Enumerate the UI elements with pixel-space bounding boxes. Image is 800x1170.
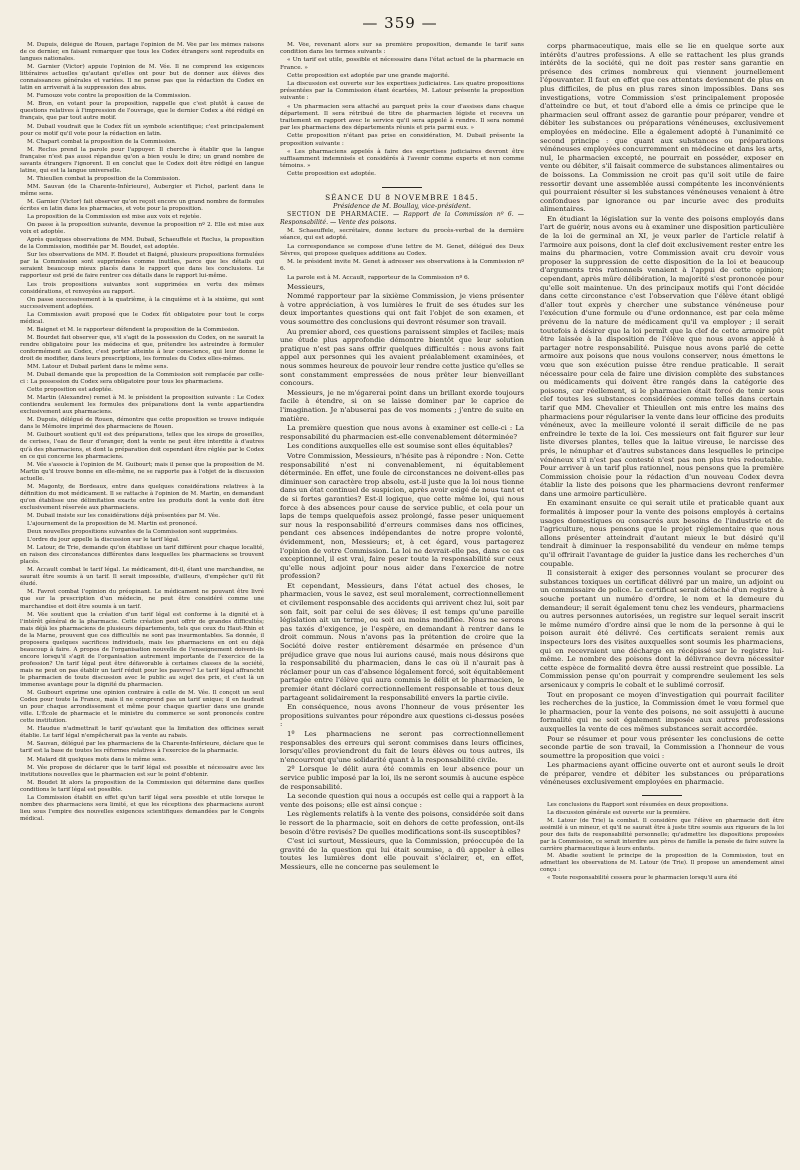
col3-report-text (540, 42, 784, 787)
conclusion-divider (642, 795, 682, 796)
paragraph: Au premier abord, ces questions paraissent simples et faciles; mais une étude plus approfondie démontre bientôt que leur solution pratique n'est pas sans offrir quelques difficultés : nous avons fait appel aux personnes qui les avaient préalablement examinées, et nous sommes heureux de pouvoir leur rendre cette justice qu'elles se sont constamment empressées de nous prêter leur bienveillant concours. (280, 327, 524, 388)
paragraph: On passe successivement à la quatrième, à la cinquième et à la sixième, qui sont successivement adoptées. (20, 296, 264, 310)
col2-procedural-notes (280, 228, 524, 281)
seance-presidency: Présidence de M. Boullay, vice-président. (333, 201, 471, 210)
paragraph: M. Vée propose de déclarer que le tarif légal est possible et nécessaire avec les institutions nouvelles que le pharmacien est sur le point d'obtenir. (20, 764, 264, 778)
paragraph: M. Vée soutient que la création d'un tarif légal est conforme à la dignité et à l'intérêt général de la pharmacie. Cette création peut offrir de grandes difficultés; mais déjà les pharmaciens de plusieurs départements, tels que ceux du Haut-Rhin et de la Marne, prouvent que ces difficultés ne sont pas insurmontables. Sa donnée, il proposera quelques sacrifices individuels, mais les pharmaciens en ont eu déjà beaucoup à faire. A propos de l'organisation nouvelle de l'enseignement doivent-ils encore lorsqu'il s'agit de l'organisation autrement importante de l'exercice de la profession? Un tarif légal peut être défavorable à certaines classes de la société, mais ne peut on pas établir un tarif réduit pour les pauvres? Le tarif légal affranchit le pharmacien de toute discussion avec le public au sujet des prix, et c'est là un immense avantage pour la dignité du pharmacien. (20, 611, 264, 689)
paragraph: Et cependant, Messieurs, dans l'état actuel des choses, le pharmacien, vous le savez, est seul moralement, correctionnellement et civilement responsable des accidents qui arrivent chez lui, soit par son fait, soit par celui de ses élèves; il est temps qu'une pareille législation ait un terme, ou soit au moins modifiée. Nous ne serons pas taxés d'exigence, je l'espère, en demandant à rentrer dans le droit commun. Nous n'avons pas la prétention de croire que la Société doive rester entièrement désarmée en présence d'un préjudice grave que nous lui aurions causé, mais nous désirons que la responsabilité du pharmacien, dans le cas où il n'aurait pas à réclamer pour un cas d'absence légalement forcé, soit équitablement partagée entre l'élève qui aura commis le délit et le pharmacien, le premier étant déclaré correctionnellement responsable et tous deux partageant solidairement la responsabilité envers la partie civile. (280, 581, 524, 702)
paragraph: MM. Sauvan (de la Charente-Inférieure), Aubergier et Fichol, parlent dans le même sens. (20, 183, 264, 197)
paragraph: La seconde question qui nous a occupés est celle qui a rapport à la vente des poisons; elle est ainsi conçue : (280, 792, 524, 809)
paragraph: M. Martin (Alexandre) remet à M. le président la proposition suivante : Le Codex contiendra seulement les formules des préparations dont la vente appartiendra exclusivement aux pharmaciens. (20, 395, 264, 416)
paragraph: La première question que nous avons à examiner est celle-ci : La responsabilité du pharmacien est-elle convenablement déterminée? (280, 424, 524, 441)
section-heading (280, 211, 524, 227)
paragraph: Sur les observations de MM. F. Boudet et Baigné, plusieurs propositions formulées par la Commission sont supprimées comme inutiles, parce que les détails qui seraient beaucoup mieux placés dans le rapport que dans les conclusions. Le rapporteur est prié de faire rentrer ces détails dans le rapport lui-même. (20, 252, 264, 280)
paragraph: La Commission avait proposé que le Codex fût obligatoire pour tout le corps médical. (20, 311, 264, 325)
paragraph: « Les pharmaciens appelés à faire des expertises judiciaires devront être suffisamment indemnisés et considérés à l'avenir comme experts et non comme témoins. » (280, 148, 524, 170)
paragraph: « Toute responsabilité cessera pour le pharmacien lorsqu'il aura été (547, 875, 738, 882)
paragraph: M. Reclus prend la parole pour l'appuyer. Il cherche à établir que la langue française n'est pas aussi répandue qu'on a bien voulu le dire; un grand nombre de savants étrangers l'ignorent. Il en conclut que le Codex doit être rédigé en langue latine, qui est la langue universelle. (20, 146, 264, 174)
paragraph: Pour se résumer et pour vous présenter les conclusions de cette seconde partie de son travail, la Commission a l'honneur de vous soumettre la proposition que voici : (540, 734, 784, 760)
col2-minutes-continued (280, 42, 524, 179)
paragraph: M. Thieullen combat la proposition de la Commission. (27, 175, 181, 182)
text-columns (0, 42, 800, 1162)
column-right (540, 42, 784, 1160)
paragraph: Les règlements relatifs à la vente des poisons, considérée soit dans le ressort de la pharmacie, soit en dehors de cette profession, ont-ils besoin d'être revisés? De quelles modifications sont-ils susceptibles? (280, 810, 524, 836)
paragraph: Les trois propositions suivantes sont supprimées en vertu des mêmes considérations, et renvoyées au rapport. (20, 281, 264, 295)
paragraph: M. Dubail demande que la proposition de la Commission soit remplacée par celle-ci : La possession du Codex sera obligatoire pour tous les pharmaciens. (20, 372, 264, 386)
paragraph: M. Boudet lit alors la proposition de la Commission qui détermine dans quelles conditions le tarif légal est possible. (20, 779, 264, 793)
paragraph: M. Favrot combat l'opinion du préopinant. Le médicament ne pouvant être livré que sur la prescription d'un médecin, ne peut être considéré comme une marchandise et doit être soumis à un tarif. (20, 589, 264, 610)
paragraph: M. Latour, de Trie, demande qu'on établisse un tarif différent pour chaque localité, en raison des circonstances différentes dans lesquelles les pharmaciens se trouvent placés. (20, 545, 264, 566)
paragraph: Messieurs, je ne m'égarerai point dans un brillant exorde toujours facile à étendre, si on se laisse dominer par le caprice de l'imagination. Je n'abuserai pas de vos moments ; j'entre de suite en matière. (280, 388, 524, 423)
paragraph: 2º Lorsque le délit aura été commis en leur absence pour un service public imposé par la loi, ils ne seront soumis à aucune espèce de responsabilité. (280, 765, 524, 791)
paragraph: Cette proposition est adoptée par une grande majorité. (287, 72, 450, 79)
paragraph: M. Guibourt soutient qu'il est des préparations, telles que les sirops de groseilles, de cerises, l'eau de fleur d'oranger, dont la vente ne peut être interdite à d'autres qu'à des pharmaciens, et dont la préparation doit cependant être réglée par le Codex en ce qui concerne les pharmaciens. (20, 432, 264, 460)
column-left (20, 42, 264, 1160)
paragraph: M. Malard dit quelques mots dans le même sens. (27, 756, 167, 763)
paragraph: Cette proposition n'étant pas prise en considération, M. Dubail présente la proposition suivante : (280, 133, 524, 147)
paragraph: M. Guibourt exprime une opinion contraire à celle de M. Vée. Il conçoit un seul Codex pour toute la France, mais il ne comprend pas un tarif unique; il en faudrait un pour chaque arrondissement et même pour chaque quartier dans une grande ville. L'École de pharmacie et le ministre du commerce se sont prononcés contre cette institution. (20, 690, 264, 725)
paragraph: M. Schaeuffele, secrétaire, donne lecture du procès-verbal de la dernière séance, qui est adopté. (280, 228, 524, 242)
paragraph: M. Bourdet fait observer que, s'il s'agit de la possession du Codex, on ne saurait la rendre obligatoire pour les médecins et que, prétendre les astreindre à formuler conformément au Codex, c'est porter atteinte à leur conscience, qui leur donne le droit de modifier, dans leurs prescriptions, les formules du Codex elles-mêmes. (20, 334, 264, 362)
paragraph: M. Accault combat le tarif légal. Le médicament, dit-il, étant une marchandise, ne saurait être soumis à un tarif. Il serait impossible, d'ailleurs, d'empêcher qu'il fût éludé. (20, 567, 264, 588)
paragraph: La proposition de la Commission est mise aux voix et rejetée. (27, 214, 202, 221)
paragraph: M. Vée s'associe à l'opinion de M. Guibourt; mais il pense que la proposition de M. Martin qu'il trouve bonne en elle-même, ne se rapporte pas à l'objet de la discussion actuelle. (20, 461, 264, 482)
paragraph: La correspondance se compose d'une lettre de M. Genet, délégué des Deux Sèvres, qui propose quelques additions au Codex. (280, 243, 524, 257)
paragraph: L'ajournement de la proposition de M. Martin est prononcé. (27, 521, 198, 527)
paragraph: M. Latour (de Trie) la combat. Il considère que l'élève en pharmacie doit être assimilé à un mineur, et qu'il ne saurait être à juste titre soumis aux rigueurs de la loi pour des faits de responsabilité personnelle; qu'admettre les dispositions proposées par la Commission, ce serait interdire aux pères de famille la pensée de faire suivre la carrière pharmaceutique à leurs enfants. (540, 817, 784, 852)
paragraph: L'ordre du jour appelle la discussion sur le tarif légal. (27, 537, 180, 544)
paragraph: M. Haudue n'admettrait le tarif qu'autant que la limitation des officines serait établie. Le tarif légal n'empêcherait pas la vente au rabais. (20, 726, 264, 740)
paragraph: M. Fumouze vote contre la proposition de la Commission. (27, 93, 191, 100)
column-middle (280, 42, 524, 1160)
paragraph: La Commission établit en effet qu'un tarif légal sera possible et utile lorsque le nombre des pharmaciens sera limité, et que les réceptions des pharmaciens auront lieu sous l'empire des nouvelles exigences scientifiques demandées par le Congrès médical. (20, 794, 264, 822)
paragraph: Cette proposition est adoptée. (27, 387, 113, 394)
paragraph: En conséquence, nous avons l'honneur de vous présenter les propositions suivantes pour répondre aux questions ci-dessus posées : (280, 703, 524, 729)
paragraph: MM. Latour et Dubail parlent dans le même sens. (27, 364, 169, 371)
paragraph: C'est ici surtout, Messieurs, que la Commission, préoccupée de la gravité de la question qui lui était soumise, a dû appeler à elles toutes les lumières dont elle pouvait s'éclairer, et, en effet, Messieurs, elle ne concerne pas seulement le (280, 837, 524, 871)
paragraph: M. Abadie soutient le principe de la proposition de la Commission, tout en admettant les observations de M. Latour (de Trie). Il propose un amendement ainsi conçu : (540, 853, 784, 874)
paragraph: « Un tarif est utile, possible et nécessaire dans l'état actuel de la pharmacie en France. » (280, 57, 524, 71)
seance-title: SÉANCE DU 8 NOVEMBRE 1845. (325, 192, 479, 202)
paragraph: M. Baignet et M. le rapporteur défendent la proposition de la Commission. (27, 326, 240, 333)
paragraph: Cette proposition est adoptée. (287, 171, 377, 178)
paragraph: Nommé rapporteur par la sixième Commission, je viens présenter à votre appréciation, à vos lumières le fruit de ses études sur les deux importantes questions qui ont fait l'objet de son examen, et vous soumettre des conclusions qui devront résumer son travail. (280, 292, 524, 327)
paragraph: Après quelques observations de MM. Dubail, Schaeuffele et Reclus, la proposition de la Commission, modifiée par M. Boudet, est adoptée. (20, 237, 264, 251)
col2-report-text (280, 283, 524, 872)
paragraph: Il consisterait à exiger des personnes voulant se procurer des substances toxiques un certificat délivré par un maire, un adjoint ou un commissaire de police. Le certificat serait détaché d'un registre à souche portant un numéro d'ordre, le nom et la demeure du demandeur; il serait également tenu chez les vendeurs, pharmaciens ou autres personnes autorisées, un registre sur lequel serait inscrit le même numéro d'ordre ainsi que le nom de la personne à qui le poison aurait été délivré. Ces certificats seraient remis aux inspecteurs lors des visites auxquelles sont soumis les pharmaciens, qui en recevraient une décharge en récépissé sur le registre lui-même. Le nombre des poisons dont la délivrance devra nécessiter cette espèce de formalité devra être aussi restreint que possible. La Commission pense qu'on pourrait y comprendre seulement les sels arsenicaux y compris le cobalt et le sublimé corrosif. (540, 569, 784, 689)
paragraph: En étudiant la législation sur la vente des poisons employés dans l'art de guérir, nous avons eu à examiner une disposition particulière de la loi de germinal an XI, je veux parler de l'article relatif à l'armoire aux poisons, dont la clef doit exclusivement rester entre les mains du pharmacien, votre Commission avait cru devoir vous proposer la suppression de cette disposition de la loi et beaucoup d'arguments très rationnels venaient à l'appui de cette opinion; cependant, après mûre délibération, la majorité s'est prononcée pour qu'elle soit maintenue. Un des principaux motifs qui l'ont décidée dans cette circonstance c'est l'observation que l'élève étant obligé d'aller tout exprès y chercher une substance vénéneuse pour l'exécution d'une formule ou d'une ordonnance, est par cela même prévenu de la nature de médicament qu'il va employer ; il serait toutefois à désirer que la loi permît que la clef de cette armoire pût être laissée à la disposition de l'élève que nous avons appelé à partager notre responsabilité. Puisque nous avons parlé de cette armoire aux poisons que nous voulons conserver, nous émettons le vœu que son exécution puisse être rendue praticable. Il serait nécessaire pour cela de faire une division complète des substances ou médicaments qui doivent être rangés dans la catégorie des poisons, car réellement, si le pharmacien était forcé de tenir sous clef toutes les substances considérées comme telles dans certain tarif que MM. Chevalier et Thieullen ont mis entre les mains des pharmaciens pour régulariser la vente dans leur officine des produits vénéneux, avec la meilleure volonté il serait difficile de ne pas enfreindre le texte de la loi. Ces messieurs ont fait figurer sur leur liste diverses plantes, telles que la laitue vireuse, le narcisse des prés, le nénuphar et d'autres substances dans lesquelles le principe vénéneux s'il n'est pas contesté n'est pas non plus très redoutable. Pour arriver à un tarif plus rationnel, nous pensons que la première Commission choisie pour la rédaction d'un nouveau Codex devra établir la liste des poisons que les pharmaciens devront renfermer dans une armoire particulière. (540, 214, 784, 498)
paragraph: M. Vée, revenant alors sur sa première proposition, demande le tarif sans condition dans les termes suivants : (280, 42, 524, 56)
paragraph: M. Dubail voudrait que le Codex fût un symbole scientifique; c'est principalement pour ce motif qu'il vote pour la rédaction en latin. (20, 123, 264, 137)
section-divider (382, 187, 422, 188)
paragraph: Deux nouvelles propositions suivantes de la Commission sont supprimées. (27, 529, 238, 536)
paragraph: M. le président invite M. Genet à adresser ses observations à la Commission nº 6. (280, 259, 524, 273)
paragraph: La discussion générale est ouverte sur la première. (547, 809, 691, 816)
paragraph: M. Magonty, de Bordeaux, entre dans quelques considérations relatives à la définition du mot médicament. Il se rattache à l'opinion de M. Martin, en demandant qu'on établisse une délimitation exacte entre les produits dont la vente doit être exclusivement réservée aux pharmaciens. (20, 483, 264, 511)
paragraph: M. Bron, en votant pour la proposition, rappelle que c'est plutôt à cause de questions relatives à l'impression de l'ouvrage, que le dernier Codex a été rédigé en français, que par tout autre motif. (20, 101, 264, 122)
paragraph: Les conclusions du Rapport sont résumées en deux propositions. (547, 802, 729, 809)
paragraph: La parole est à M. Accault, rapporteur de la Commission nº 6. (287, 274, 470, 281)
paragraph: M. Dubail insiste sur les considérations déjà présentées par M. Vée. (27, 512, 221, 519)
paragraph: Les pharmaciens ayant officine ouverte ont et auront seuls le droit de préparer, vendre et débiter les substances ou préparations vénéneuses exclusivement employées en pharmacie. (540, 761, 784, 787)
paragraph: Messieurs, (287, 282, 325, 291)
paragraph: M. Sauvan, délégué par les pharmaciens de la Charente-Inférieure, déclare que le tarif est la base de toutes les réformes relatives à l'exercice de la pharmacie. (20, 741, 264, 755)
paragraph: M. Dupuis, délégué de Rouen, partage l'opinion de M. Vée par les mêmes raisons de ce dernier, en faisant remarquer que tous les Codex étrangers sont reproduits en langues nationales. (20, 42, 264, 63)
paragraph: M. Garnier (Victor) appuie l'opinion de M. Vée. Il ne comprend les exigences littéraires actuelles qu'autant qu'elles ont pour but de donner aux élèves des connaissances générales et variées. Il ne pense pas que la rédaction du Codex en latin en arriverait à la suppression des abus. (20, 64, 264, 92)
paragraph: corps pharmaceutique, mais elle se lie en quelque sorte aux intérêts d'autres professions. A elle se rattachent les plus grands intérêts de la société, qui ne doit pas rester sans garantie en présence des crimes nombreux qui viennent journellement l'épouvanter. Il faut en effet que ces attentats deviennent de plus en plus difficiles, de plus en plus rares sinon impossibles. Dans ses investigations, votre Commission s'est principalement proposée d'atteindre ce but, et tout d'abord elle a émis ce principe que le pharmacien seul offrant assez de garantie pour préparer, vendre et débiter les substances ou préparations vénéneuses, exclusivement employées en médecine. Elle a également adopté à l'unanimité ce second principe : que quant aux substances ou préparations vénéneuses employées concurremment en médecine et dans les arts, nul, le pharmacien excepté, ne pourrait en posséder, exposer en vente ou débiter, s'il faisait commerce de substances alimentaires ou de boissons. La Commission ne croit pas qu'il soit utile de faire ressortir devant une assemblée aussi compétente les inconvénients qui pourraient résulter si les substances vénéneuses venaient à être confondues par ignorance ou par incurie avec des produits alimentaires. (540, 42, 784, 214)
paragraph: 1º Les pharmaciens ne seront pas correctionnellement responsables des erreurs qui seront commises dans leurs officines, lorsqu'elles proviendront du fait de leurs élèves ou tous autres, ils n'encourront qu'une solidarité quant à la responsabilité civile. (280, 729, 524, 764)
paragraph: M. Garnier (Victor) fait observer qu'on reçoit encore un grand nombre de formules écrites en latin dans les pharmacies, et vote pour la proposition. (20, 198, 264, 213)
page-number: — 359 — (362, 14, 438, 32)
paragraph: Votre Commission, Messieurs, n'hésite pas à répondre : Non. Cette responsabilité n'est ni convenablement, ni équitablement déterminée. En effet, une foule de circonstances ne doivent-elles pas diminuer son caractère trop absolu, est-il juste que la loi nous tienne dans un état continuel de suspicion, après avoir exigé de nous tant et de si fortes garanties? Est-il logique, que cette même loi, qui nous force à des absences pour cause de service public, et cela pour un laps de temps quelquefois assez prolongé, fasse peser uniquement sur nous la responsabilité d'erreurs commises dans nos officines, pendant ces absences indépendantes de notre propre volonté, évidemment, non, Messieurs; et, à cet égard, vous partagerez l'opinion de votre Commission. La loi ne devrait-elle pas, dans ce cas exceptionnel, il est vrai, faire peser toute la responsabilité sur ceux qu'elle nous adjoint pour nous aider dans l'exercice de notre profession? (280, 451, 524, 581)
paragraph: Les conditions auxquelles elle est soumise sont elles équitables? (287, 442, 513, 451)
paragraph: On passe à la proposition suivante, devenue la proposition nº 2. Elle est mise aux voix et adoptée. (20, 222, 264, 236)
section-title: — Rapport de la Commission nº 6. — Responsabilité. — Vente des poisons. (280, 211, 524, 227)
paragraph: « Un pharmacien sera attaché au parquet près la cour d'assises dans chaque département. Il sera rétribué de titre de pharmacien légiste et recevra un traitement en rapport avec le service qu'il sera appelé à rendre. Il sera nommé par les pharmaciens des départements réunis et pris parmi eux. » (280, 103, 524, 132)
paragraph: M. Chapart combat la proposition de la Commission. (27, 138, 177, 145)
paragraph: M. Dupuis, délégué de Rouen, démontre que cette proposition se trouve indiquée dans le Mémoire imprimé des pharmaciens de Rouen. (20, 417, 264, 431)
paragraph: Tout en proposant ce moyen d'investigation qui pourrait faciliter les recherches de la justice, la Commission émet le vœu formel que le pharmacien, pour la vente des poisons, ne soit assujetti à aucune formalité qui ne soit également imposée aux autres professions auxquelles la vente de ces mêmes substances serait accordée. (540, 690, 784, 733)
col3-discussion (540, 802, 784, 882)
paragraph: En examinant ensuite ce qui serait utile et praticable quant aux formalités à imposer pour la vente des poisons employés à certains usages domestiques ou consacrés aux besoins de l'industrie et de l'agriculture, nous pensons que le projet réglementaire que nous allons présenter atteindrait d'autant mieux le but désiré qu'il tendrait à diminuer la responsabilité du vendeur en même temps qu'il offrirait l'avantage de guider la justice dans les recherches d'un coupable. (540, 499, 784, 568)
paragraph: La discussion est ouverte sur les expertises judiciaires. Les quatre propositions présentées par la Commission étant écartées, M. Latour présente la proposition suivante : (280, 81, 524, 102)
section-label: SECTION DE PHARMACIE. (287, 211, 389, 219)
